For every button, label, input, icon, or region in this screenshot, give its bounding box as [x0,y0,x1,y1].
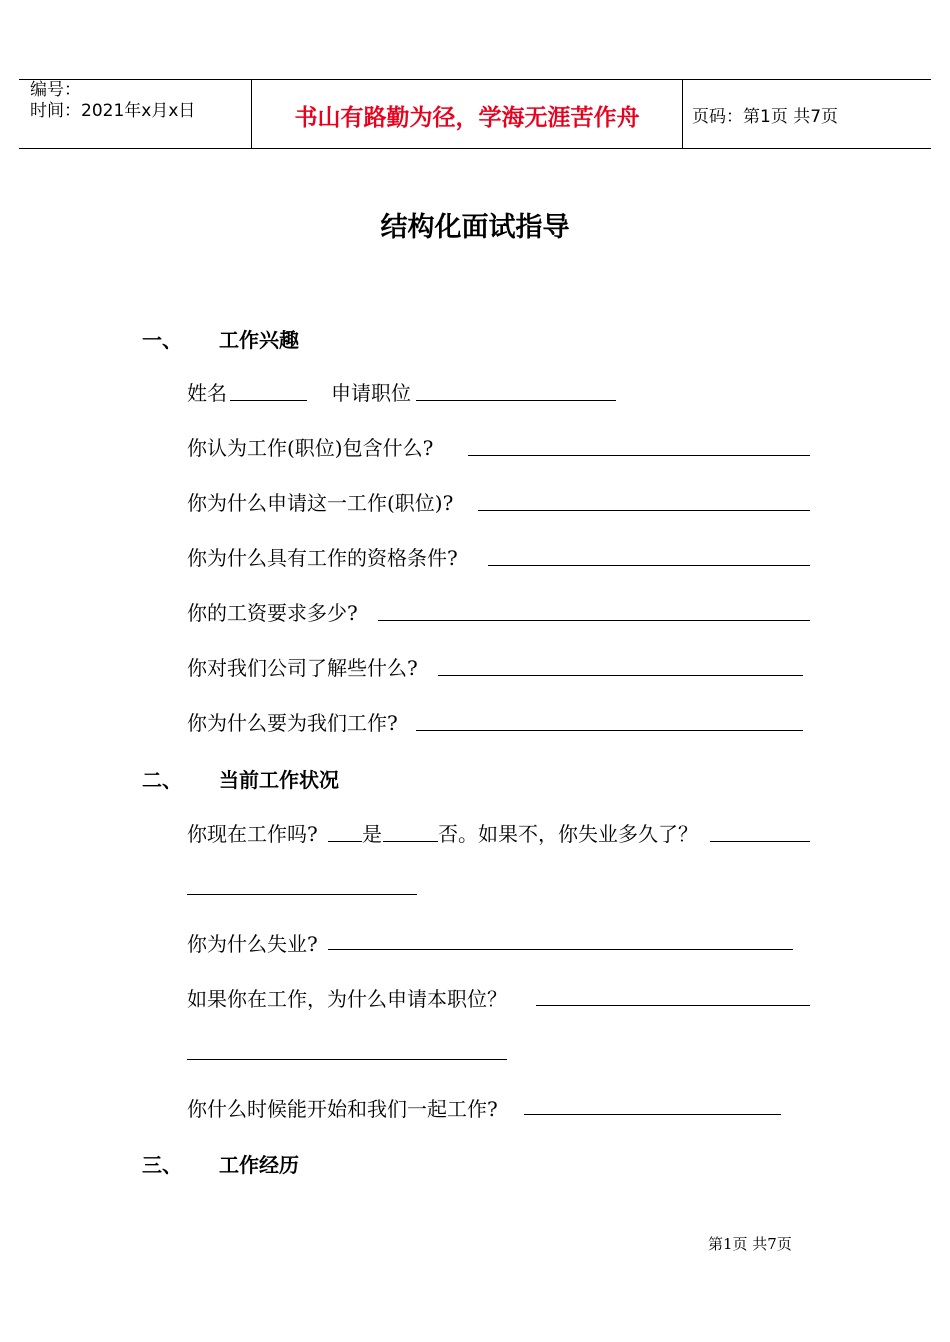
section-number: 二、 [142,768,182,792]
section-number: 三、 [142,1153,182,1177]
section-title: 工作经历 [219,1153,299,1177]
answer-field-6[interactable] [416,730,803,731]
answer-field-3[interactable] [488,565,810,566]
question-7-yes: 是 [362,822,382,846]
yes-field[interactable] [328,841,362,842]
question-6: 你为什么要为我们工作? [187,711,398,735]
header-left-cell [30,80,195,122]
section-heading-2 [142,764,339,793]
question-10: 你什么时候能开始和我们一起工作? [187,1097,498,1121]
answer-field-1[interactable] [468,455,810,456]
page-footer: 第1页 共7页 [708,1235,792,1253]
answer-field-7a[interactable] [710,841,810,842]
answer-field-7b[interactable] [187,894,417,895]
section-title: 当前工作状况 [219,768,339,792]
answer-field-4[interactable] [378,620,810,621]
section-heading-1 [142,324,299,353]
page-title: 结构化面试指导 [380,212,570,243]
header-page-label: 页码：第1页 共7页 [692,107,839,127]
header-bottom-rule [19,148,931,149]
no-field[interactable] [383,841,438,842]
answer-field-10[interactable] [524,1114,781,1115]
answer-field-9a[interactable] [536,1005,810,1006]
section-number: 一、 [142,328,182,352]
question-7-end: 否。如果不，你失业多久了？ [438,822,698,846]
answer-field-5[interactable] [438,675,803,676]
section-heading-3 [142,1149,299,1178]
question-name: 姓名 [187,381,227,405]
question-5: 你对我们公司了解些什么? [187,656,418,680]
question-4: 你的工资要求多少? [187,601,358,625]
time-label: 时间：2021年x月x日 [30,101,196,121]
answer-field-8[interactable] [328,949,793,950]
question-1: 你认为工作(职位)包含什么? [187,436,434,460]
number-label: 编号： [30,80,81,100]
header-motto: 书山有路勤为径，学海无涯苦作舟 [294,105,640,131]
question-7-start: 你现在工作吗? [187,822,318,846]
answer-field-2[interactable] [478,510,810,511]
question-2: 你为什么申请这一工作(职位)? [187,491,454,515]
header-divider-2 [682,79,683,148]
question-3: 你为什么具有工作的资格条件? [187,546,458,570]
question-9: 如果你在工作，为什么申请本职位？ [187,987,507,1011]
question-position: 申请职位 [331,381,411,405]
name-field[interactable] [230,400,307,401]
answer-field-9b[interactable] [187,1059,507,1060]
question-8: 你为什么失业? [187,932,318,956]
position-field[interactable] [416,400,616,401]
section-title: 工作兴趣 [219,328,299,352]
